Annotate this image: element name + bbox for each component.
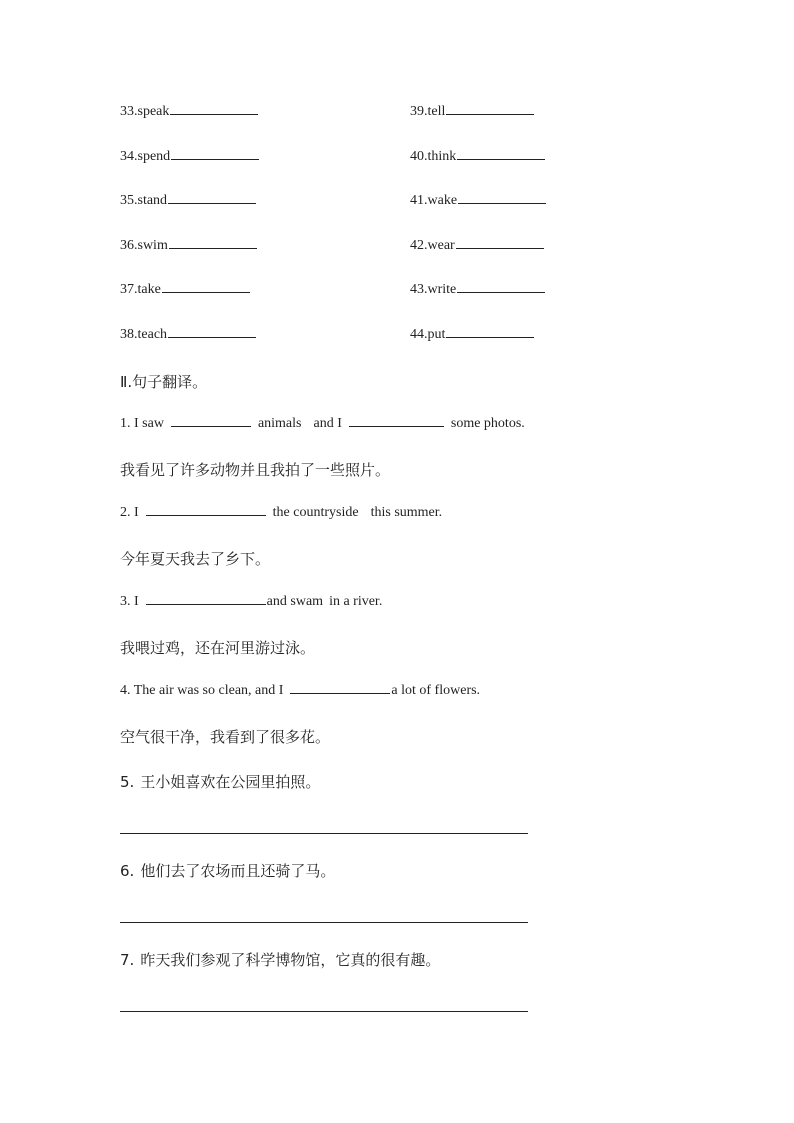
item-number: 42. (410, 238, 428, 253)
question-2-translation: 今年夏天我去了乡下。 (120, 550, 271, 568)
verb-word: swim (137, 238, 168, 253)
verb-item-44 (410, 327, 535, 343)
item-number: 44. (410, 327, 428, 342)
item-number: 33. (120, 104, 138, 119)
question-5: 5. 王小姐喜欢在公园里拍照。 (120, 773, 321, 791)
verb-item-42 (410, 238, 545, 254)
answer-blank[interactable] (168, 202, 256, 204)
verb-word: tell (427, 104, 446, 119)
verb-word: spend (137, 149, 171, 164)
answer-blank[interactable] (446, 336, 534, 338)
answer-blank[interactable] (458, 202, 546, 204)
verb-word: wake (427, 193, 458, 208)
question-4-translation: 空气很干净，我看到了很多花。 (120, 728, 331, 746)
item-number: 41. (410, 193, 428, 208)
answer-blank[interactable] (349, 425, 444, 427)
answer-blank[interactable] (171, 425, 251, 427)
answer-blank[interactable] (457, 158, 545, 160)
item-number: 36. (120, 238, 138, 253)
answer-blank[interactable] (146, 603, 266, 605)
verb-item-38 (120, 327, 257, 343)
item-number: 37. (120, 282, 138, 297)
question-3-translation: 我喂过鸡，还在河里游过泳。 (120, 639, 316, 657)
verb-item-41 (410, 193, 547, 209)
question-3: 3. I and swam in a river. (120, 594, 383, 609)
answer-line-5[interactable] (120, 832, 528, 834)
item-number: 34. (120, 149, 138, 164)
answer-blank[interactable] (290, 692, 390, 694)
answer-blank[interactable] (170, 113, 258, 115)
verb-word: write (427, 282, 457, 297)
verb-word: think (427, 149, 457, 164)
answer-blank[interactable] (446, 113, 534, 115)
section-heading: Ⅱ.句子翻译。 (120, 373, 208, 391)
question-7: 7. 昨天我们参观了科学博物馆，它真的很有趣。 (120, 951, 441, 969)
verb-item-36 (120, 238, 258, 254)
item-number: 35. (120, 193, 138, 208)
verb-word: stand (137, 193, 168, 208)
question-6: 6. 他们去了农场而且还骑了马。 (120, 862, 336, 880)
verb-item-34 (120, 149, 260, 165)
verb-item-43 (410, 282, 546, 298)
verb-word: take (137, 282, 161, 297)
verb-word: speak (137, 104, 170, 119)
question-1-translation: 我看见了许多动物并且我拍了一些照片。 (120, 461, 391, 479)
verb-item-39 (410, 104, 535, 120)
verb-word: teach (137, 327, 168, 342)
answer-blank[interactable] (168, 336, 256, 338)
item-number: 40. (410, 149, 428, 164)
answer-blank[interactable] (457, 291, 545, 293)
verb-item-35 (120, 193, 257, 209)
answer-blank[interactable] (169, 247, 257, 249)
answer-line-7[interactable] (120, 1010, 528, 1012)
answer-blank[interactable] (171, 158, 259, 160)
item-number: 43. (410, 282, 428, 297)
question-1: 1. I saw animals and I some photos. (120, 416, 525, 431)
question-2: 2. I the countryside this summer. (120, 505, 443, 520)
verb-item-40 (410, 149, 546, 165)
verb-item-33 (120, 104, 259, 120)
answer-line-6[interactable] (120, 921, 528, 923)
question-4: 4. The air was so clean, and I a lot of flowers. (120, 683, 481, 698)
item-number: 38. (120, 327, 138, 342)
verb-item-37 (120, 282, 251, 298)
answer-blank[interactable] (456, 247, 544, 249)
answer-blank[interactable] (146, 514, 266, 516)
answer-blank[interactable] (162, 291, 250, 293)
verb-word: put (427, 327, 446, 342)
verb-word: wear (427, 238, 455, 253)
item-number: 39. (410, 104, 428, 119)
